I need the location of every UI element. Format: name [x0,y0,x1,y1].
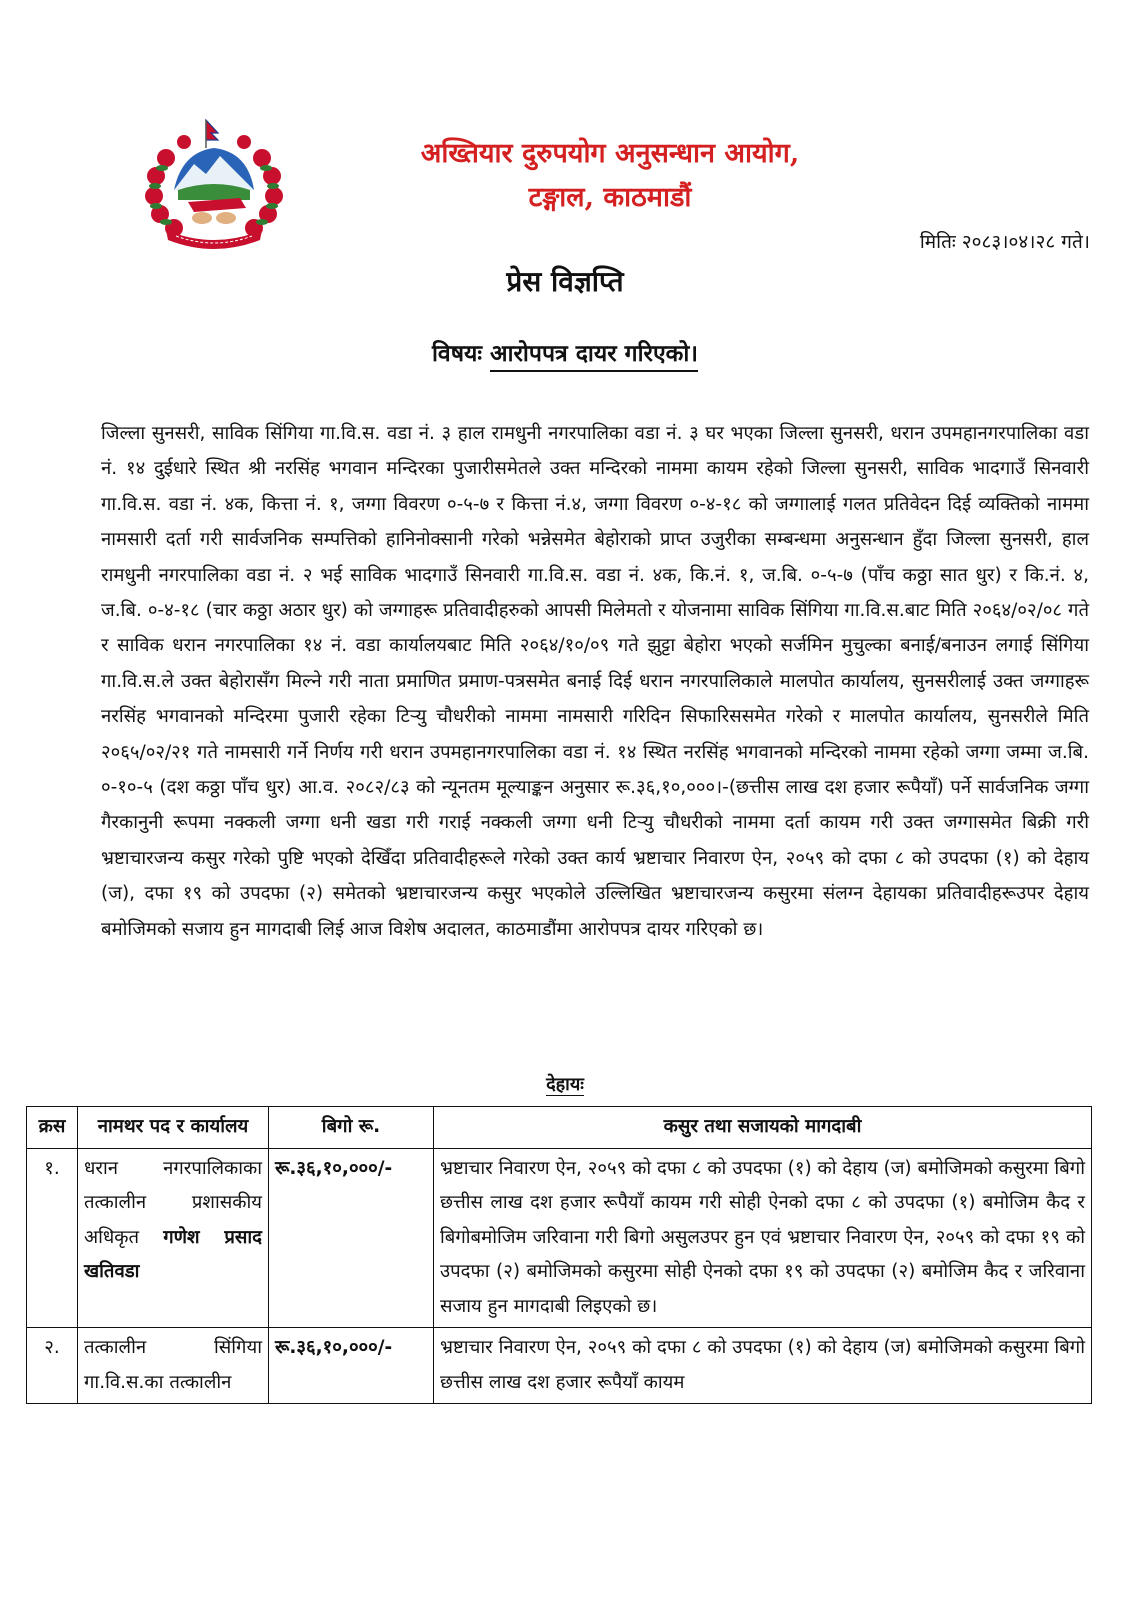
header-amount: बिगो रू. [269,1107,434,1149]
row-name-person: गणेश प्रसाद खतिवडा [84,1226,262,1282]
organization-name-line1: अख्तियार दुरुपयोग अनुसन्धान आयोग, [420,138,800,169]
annex-heading [0,1072,1130,1096]
row-name-designation: तत्कालीन सिंगिया गा.वि.स.का तत्कालीन [84,1337,262,1393]
annex-heading-text: देहायः [546,1074,584,1095]
row-amount: रू.३६,१०,०००/- [269,1328,434,1404]
row-name [78,1148,269,1328]
row-claim: भ्रष्टाचार निवारण ऐन, २०५९ को दफा ८ को उपदफा (१) को देहाय (ज) बमोजिमको कसुरमा बिगो छत्तीस लाख दश हजार रूपैयाँ कायम गरी सोही ऐनको दफा ८ को उपदफा (१) बमोजिम कैद र बिगोबमोजिम जरिवाना गरी बिगो असुलउपर हुन एवं भ्रष्टाचार निवारण ऐन, २०५९ को दफा १९ को उपदफा (२) बमोजिमको कसुरमा सोही ऐनको दफा १९ को उपदफा (२) बमोजिम कैद र जरिवाना सजाय हुन मागदाबी लिइएको छ। [434,1148,1092,1328]
subject-label: विषयः [431,340,482,367]
row-serial: १. [27,1148,78,1328]
header-name: नामथर पद र कार्यालय [78,1107,269,1149]
page-title: प्रेस विज्ञप्ति [506,265,624,298]
nepal-government-emblem-icon [136,118,292,254]
header-serial: क्रस [27,1107,78,1149]
table-row [27,1148,1092,1328]
body-paragraph: जिल्ला सुनसरी, साविक सिंगिया गा.वि.स. वडा नं. ३ हाल रामधुनी नगरपालिका वडा नं. ३ घर भएका जिल्ला सुनसरी, धरान उपमहानगरपालिका वडा नं. १४ दुईधारे स्थित श्री नरसिंह भगवान मन्दिरका पुजारीसमेतले उक्त मन्दिरको नाममा कायम रहेको जिल्ला सुनसरी, साविक भादगाउँ सिनवारी गा.वि.स. वडा नं. ४क, कित्ता नं. १, जग्गा विवरण ०-५-७ र कित्ता नं.४, जग्गा विवरण ०-४-१८ को जग्गालाई गलत प्रतिवेदन दिई व्यक्तिको नाममा नामसारी दर्ता गरी सार्वजनिक सम्पत्तिको हानिनोक्सानी गरेको भन्नेसमेत बेहोराको प्राप्त उजुरीका सम्बन्धमा अनुसन्धान हुँदा जिल्ला सुनसरी, हाल रामधुनी नगरपालिका वडा नं. २ भई साविक भादगाउँ सिनवारी गा.वि.स. वडा नं. ४क, कि.नं. १, ज.बि. ०-५-७ (पाँच कठ्ठा सात धुर) र कि.नं. ४, ज.बि. ०-४-१८ (चार कठ्ठा अठार धुर) को जग्गाहरू प्रतिवादीहरुको आपसी मिलेमतो र योजनामा साविक सिंगिया गा.वि.स.बाट मिति २०६४/०२/०८ गते र साविक धरान नगरपालिका १४ नं. वडा कार्यालयबाट मिति २०६४/१०/०९ गते झुट्टा बेहोरा भएको सर्जमिन मुचुल्का बनाई/बनाउन लगाई सिंगिया गा.वि.स.ले उक्त बेहोरासँग मिल्ने गरी नाता प्रमाणित प्रमाण-पत्रसमेत बनाई दिई धरान नगरपालिकाले मालपोत कार्यालय, सुनसरीलाई उक्त जग्गाहरू नरसिंह भगवानको मन्दिरमा पुजारी रहेका टिर्‍यु चौधरीको नाममा नामसारी गरिदिन सिफारिससमेत गरेको र मालपोत कार्यालय, सुनसरीले मिति २०६५/०२/२१ गते नामसारी गर्ने निर्णय गरी धरान उपमहानगरपालिका वडा नं. १४ स्थित नरसिंह भगवानको मन्दिरको नाममा रहेको जग्गा जम्मा ज.बि. ०-१०-५ (दश कठ्ठा पाँच धुर) आ.व. २०८२/८३ को न्यूनतम मूल्याङ्कन अनुसार रू.३६,१०,०००।-(छत्तीस लाख दश हजार रूपैयाँ) पर्ने सार्वजनिक जग्गा गैरकानुनी रूपमा नक्कली जग्गा धनी खडा गरी गराई नक्कली जग्गा धनी टिर्‍यु चौधरीको नाममा दर्ता कायम गरी उक्त जग्गासमेत बिक्री गरी भ्रष्टाचारजन्य कसुर गरेको पुष्टि भएको देखिँदा प्रतिवादीहरूले गरेको उक्त कार्य भ्रष्टाचार निवारण ऐन, २०५९ को दफा ८ को उपदफा (१) को देहाय (ज), दफा १९ को उपदफा (२) समेतको भ्रष्टाचारजन्य कसुर भएकोले उल्लिखित भ्रष्टाचारजन्य कसुरमा संलग्न देहायका प्रतिवादीहरूउपर देहाय बमोजिमको सजाय हुन मागदाबी लिई आज विशेष अदालत, काठमाडौंमा आरोपपत्र दायर गरिएको छ। [101,423,1089,940]
table-row [27,1328,1092,1404]
row-name [78,1328,269,1404]
table-header-row [27,1107,1092,1149]
row-name-designation: धरान नगरपालिकाका तत्कालीन प्रशासकीय अधिकृत [84,1157,262,1248]
defendants-table [26,1106,1092,1404]
issue-date: मितिः २०८३।०४।२८ गते। [919,231,1090,253]
subject-text: आरोपपत्र दायर गरिएको। [490,340,698,372]
organization-name [360,132,860,220]
row-claim: भ्रष्टाचार निवारण ऐन, २०५९ को दफा ८ को उपदफा (१) को देहाय (ज) बमोजिमको कसुरमा बिगो छत्तीस लाख दश हजार रूपैयाँ कायम [434,1328,1092,1404]
row-amount: रू.३६,१०,०००/- [269,1148,434,1328]
organization-address: टङ्गाल, काठमाडौं [528,182,692,213]
row-serial: २. [27,1328,78,1404]
subject-line [0,336,1130,368]
header-claim: कसुर तथा सजायको मागदाबी [434,1107,1092,1149]
